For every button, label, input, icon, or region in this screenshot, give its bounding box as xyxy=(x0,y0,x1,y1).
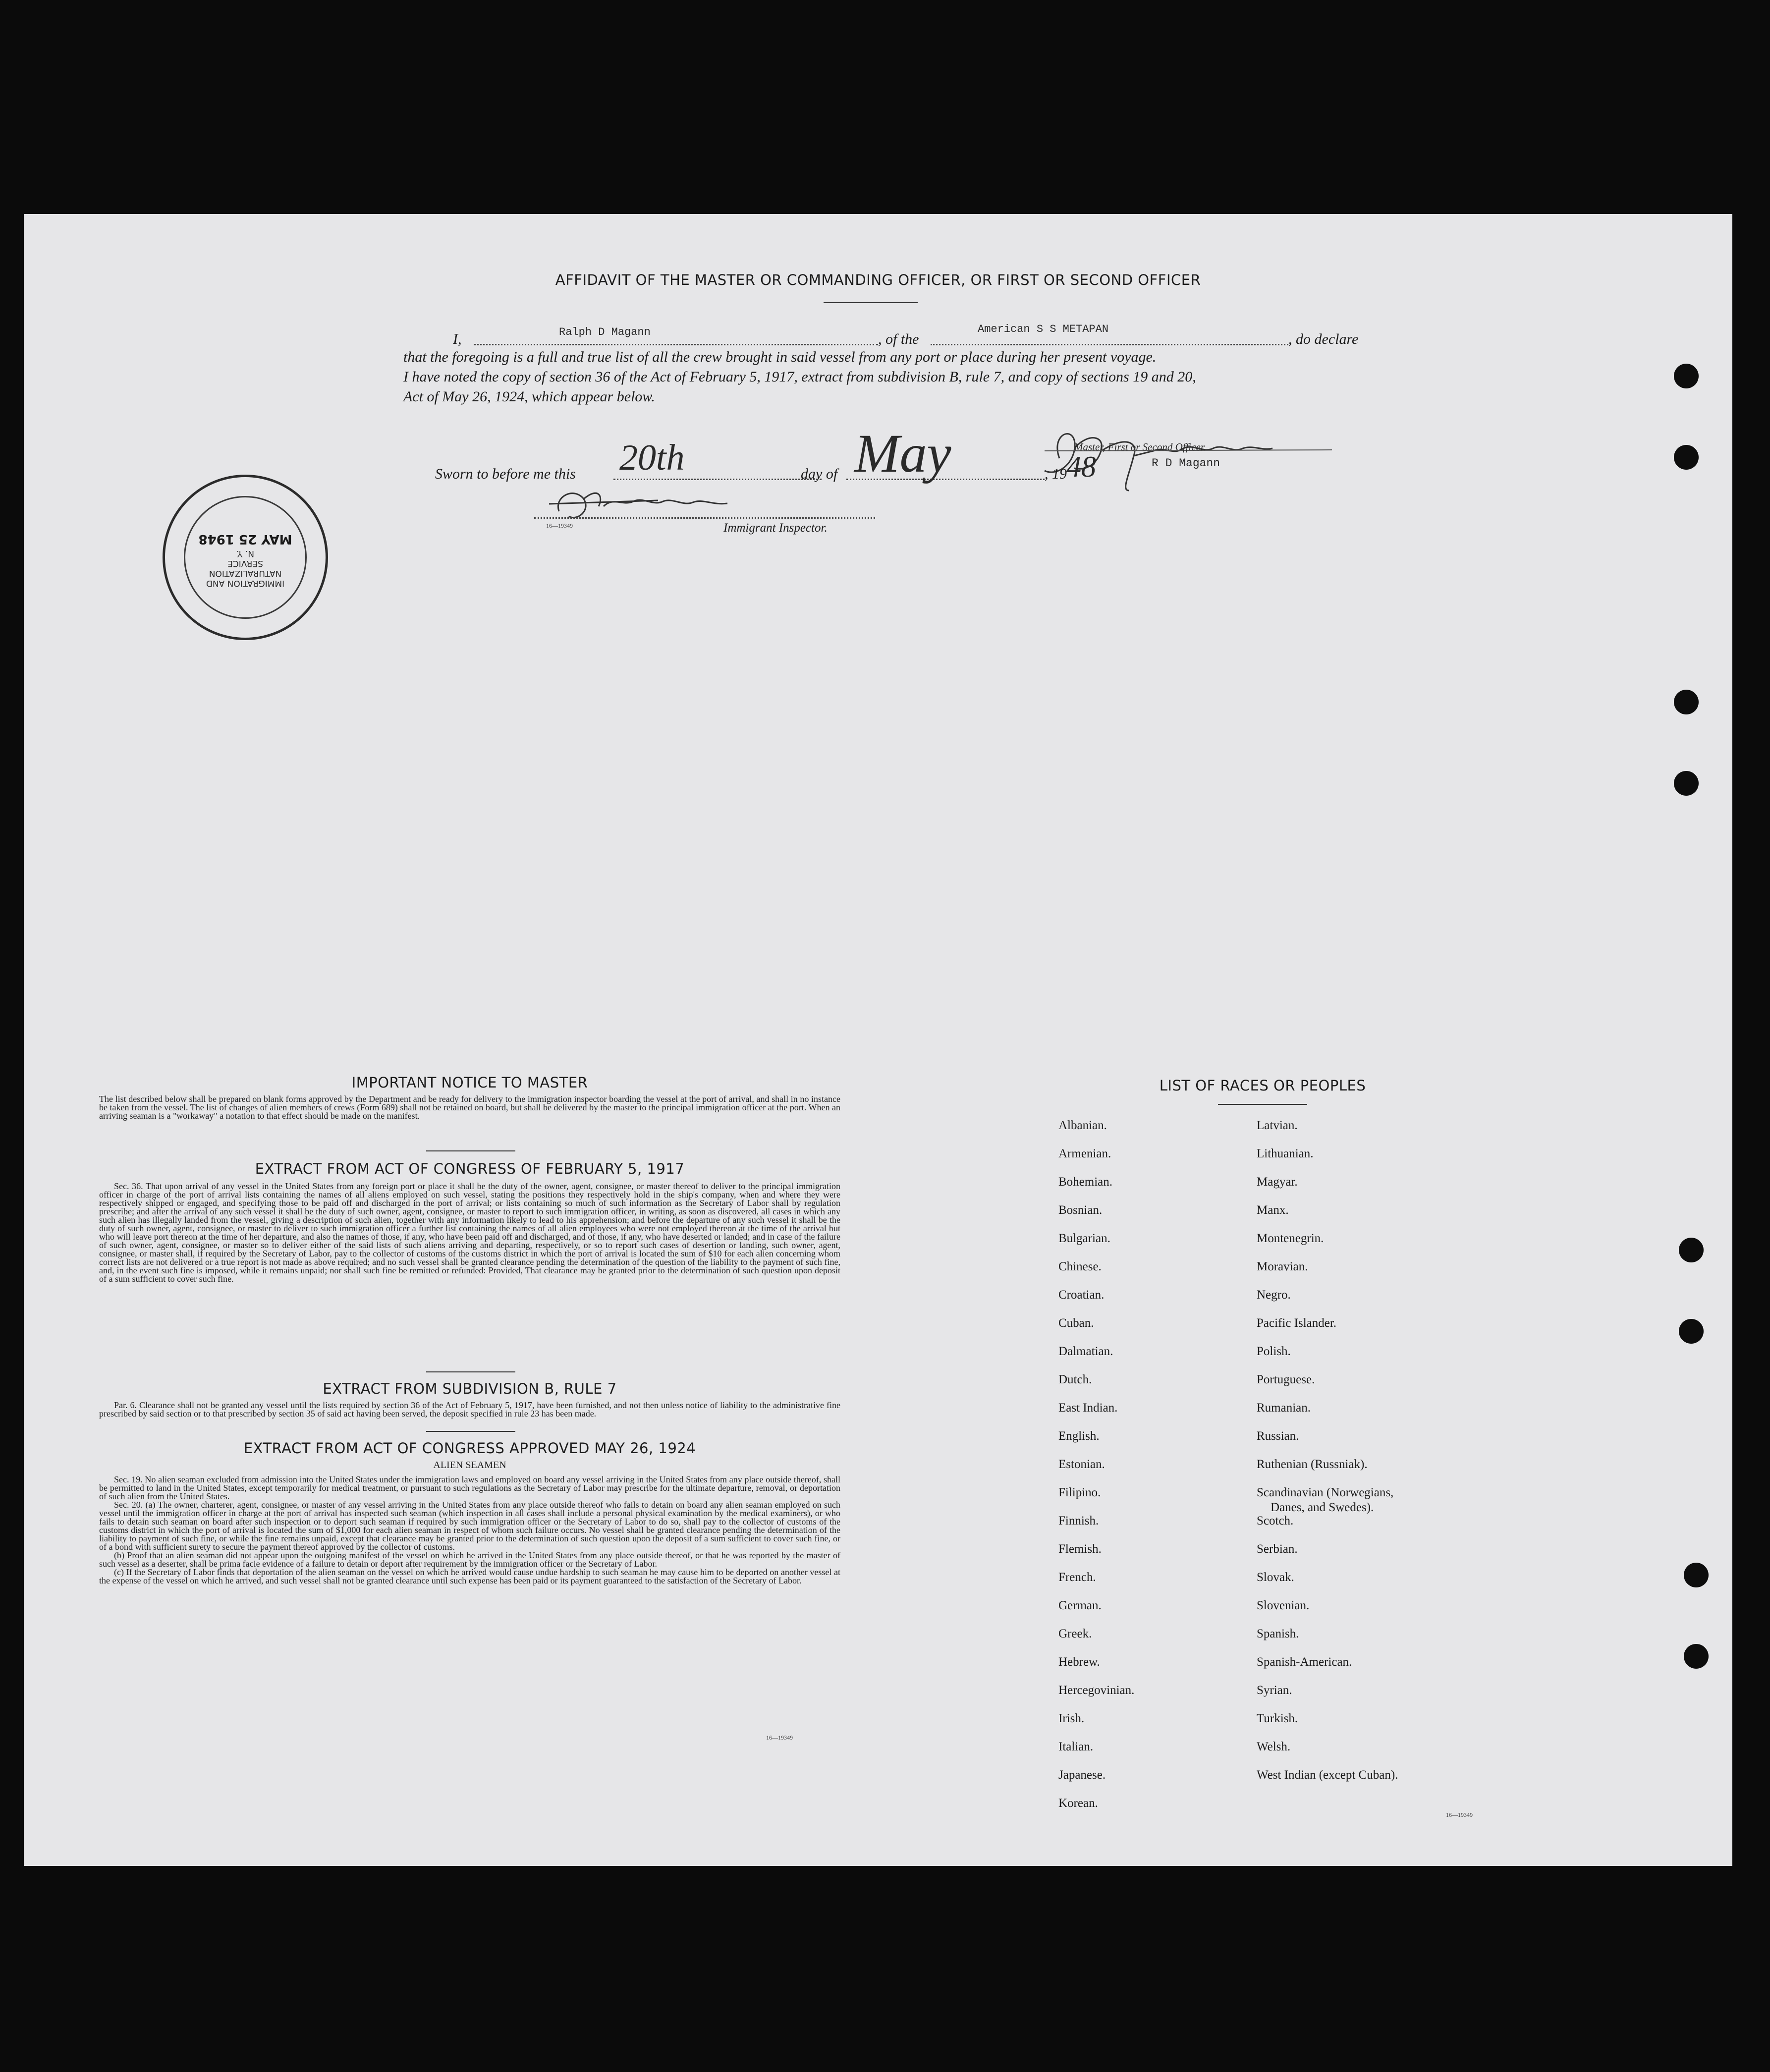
rule7-body: Par. 6. Clearance shall not be granted any vessel until the lists required by section 36 of the Act of February 5, 1917, have been furnished, and not then unless notice of liability to the administrative fine prescribed by said section or to that prescribed by section 35 of said act having been served, the deposit specified in rule 23 has been made. xyxy=(99,1400,840,1418)
race-item: Chinese. xyxy=(1058,1260,1102,1273)
race-item: Dutch. xyxy=(1058,1373,1092,1386)
rule7-title: EXTRACT FROM SUBDIVISION B, RULE 7 xyxy=(323,1380,617,1397)
race-item: Croatian. xyxy=(1058,1288,1105,1302)
race-item: Korean. xyxy=(1058,1797,1098,1810)
race-item: Bohemian. xyxy=(1058,1175,1113,1189)
master-name-typed: R D Magann xyxy=(1152,457,1220,470)
race-item: English. xyxy=(1058,1429,1100,1443)
extract-1917-body: Sec. 36. That upon arrival of any vessel in the United States from any foreign port or place it shall be the duty of the owner, agent, consignee, or master thereof to deliver to the principal immigration officer in charge of the port of arrival lists containing the names of all aliens employed on such vessel, stating the positions they respectively hold in the ship's company, when and where they were respectively shipped or engaged, and specifying those to be paid off and discharged in the port of arrival; or lists containing so much of such information as the Secretary of Labor shall by regulation prescribe; and after the arrival of any such vessel it shall be the duty of such owner, agent, consignee, or master to report to such immigration officer, in writing, as soon as discovered, all cases in which any such alien has illegally landed from the vessel, giving a description of such alien, together with any information likely to lead to his apprehension; and before the departure of any such vessel it shall be the duty of such owner, agent, consignee, or master to deliver to such immigration officer a further list containing the names of all alien employees who were not employed thereon at the time of the arrival but who will leave port thereon at the time of her departure, and also the names of those, if any, who have been paid off and discharged, and of those, if any, who have deserted or landed; and in case of the failure of such owner, agent, consignee, or master so to deliver either of the said lists of such aliens arriving and departing, respectively, or so to report such cases of desertion or landing, such owner, agent, consignee, or master shall, if required by the Secretary of Labor, pay to the collector of customs of the customs district in which the port of arrival is located the sum of $10 for each alien concerning whom correct lists are not delivered or a true report is not made as above required; and no such vessel shall be granted clearance pending the determination of the question of the liability to the payment of such fine, and, in the event such fine is imposed, while it remains unpaid; nor shall such fine be remitted or refunded: Provided, That clearance may be granted prior to the determination of such question upon deposit of a sum sufficient to cover such fine. xyxy=(99,1181,840,1284)
race-item: Bulgarian. xyxy=(1058,1232,1110,1245)
affidavit-form-no: 16—19349 xyxy=(546,522,573,529)
of-the-label: , of the xyxy=(878,331,919,347)
races-rule xyxy=(1218,1104,1307,1105)
race-item: Japanese. xyxy=(1058,1768,1106,1782)
stamp-text: IMMIGRATION AND NATURALIZATION SERVICE N. Y. MAY 25 1948 xyxy=(165,532,326,588)
race-item: Greek. xyxy=(1058,1627,1092,1640)
race-item: East Indian. xyxy=(1058,1401,1118,1415)
name-line xyxy=(474,344,878,345)
vessel-fill: American S S METAPAN xyxy=(978,323,1109,335)
race-item: Spanish-American. xyxy=(1257,1655,1352,1669)
sec-20c: (c) If the Secretary of Labor finds that deportation of the alien seaman on the vessel on which he arrived would cause undue hardship to such seaman he may cause him to be deported on another vessel at the expense of the vessel on which he arrived, and such vessel shall not be granted clearance until such expense has been paid or its payment guaranteed to the satisfaction of the Secretary of Labor. xyxy=(99,1567,840,1585)
extract-form-no: 16—19349 xyxy=(766,1734,793,1741)
race-item: Lithuanian. xyxy=(1257,1147,1314,1160)
race-item: Filipino. xyxy=(1058,1486,1101,1499)
race-item: Hercegovinian. xyxy=(1058,1684,1135,1697)
affidavit-i-label: I, xyxy=(453,331,462,347)
punch-hole xyxy=(1674,690,1699,714)
race-item: Finnish. xyxy=(1058,1514,1099,1527)
race-item: Flemish. xyxy=(1058,1542,1102,1556)
race-item: Welsh. xyxy=(1257,1740,1291,1753)
race-item: Armenian. xyxy=(1058,1147,1111,1160)
race-item: Manx. xyxy=(1257,1203,1289,1217)
notice-title: IMPORTANT NOTICE TO MASTER xyxy=(351,1074,588,1091)
inspector-caption: Immigrant Inspector. xyxy=(723,521,828,535)
punch-hole xyxy=(1679,1319,1704,1344)
sworn-month: May xyxy=(854,423,951,484)
master-name-fill: Ralph D Magann xyxy=(559,326,651,338)
race-item: Scandinavian (Norwegians, xyxy=(1257,1486,1394,1499)
race-item: Dalmatian. xyxy=(1058,1345,1113,1358)
notice-body: The list described below shall be prepared on blank forms approved by the Department and be ready for delivery to the immigration inspector boarding the vessel at the port of arrival, and shall in no instance be taken from the vessel. The list of changes of alien members of crews (Form 689) shall not be retained on board, but shall be delivered by the master to the principal immigration officer at the port. When an arriving seaman is a "workaway" a notation to that effect should be made on the manifest. xyxy=(99,1094,840,1121)
sworn-label: Sworn to before me this xyxy=(435,466,576,482)
race-item: Serbian. xyxy=(1257,1542,1298,1556)
race-item: German. xyxy=(1058,1599,1102,1612)
race-item: Slovak. xyxy=(1257,1571,1294,1584)
punch-hole xyxy=(1684,1644,1709,1669)
affidavit-line-4: Act of May 26, 1924, which appear below. xyxy=(403,388,655,405)
vessel-line xyxy=(931,344,1288,345)
races-form-no: 16—19349 xyxy=(1446,1811,1473,1818)
race-item: French. xyxy=(1058,1571,1096,1584)
sec-20b: (b) Proof that an alien seaman did not appear upon the outgoing manifest of the vessel on which he arrived in the United States from any place outside thereof, or that he was reported by the master of such vessel as a deserter, shall be prima facie evidence of a failure to detain or deport after requirement by the immigration officer or the Secretary of Labor. xyxy=(99,1550,840,1569)
race-item: Portuguese. xyxy=(1257,1373,1315,1386)
race-item: Estonian. xyxy=(1058,1458,1105,1471)
master-caption: Master, First or Second Officer. xyxy=(1074,441,1206,453)
race-item: Spanish. xyxy=(1257,1627,1299,1640)
race-item: Albanian. xyxy=(1058,1119,1107,1132)
race-item: Slovenian. xyxy=(1257,1599,1310,1612)
affidavit-line-2: that the foregoing is a full and true list of all the crew brought in said vessel from any port or place during her present voyage. xyxy=(403,349,1157,365)
race-item: Cuban. xyxy=(1058,1316,1094,1330)
immigration-stamp xyxy=(163,475,328,640)
races-title: LIST OF RACES OR PEOPLES xyxy=(1159,1077,1366,1094)
punch-hole xyxy=(1674,771,1699,796)
year-prefix: , 19 xyxy=(1045,466,1067,482)
race-item: Danes, and Swedes). xyxy=(1271,1501,1374,1514)
race-item: Italian. xyxy=(1058,1740,1094,1753)
section-rule xyxy=(426,1431,515,1432)
sworn-day: 20th xyxy=(619,437,685,478)
race-item: Bosnian. xyxy=(1058,1203,1103,1217)
race-item: Moravian. xyxy=(1257,1260,1308,1273)
race-item: Russian. xyxy=(1257,1429,1299,1443)
race-item: Pacific Islander. xyxy=(1257,1316,1337,1330)
affidavit-title: AFFIDAVIT OF THE MASTER OR COMMANDING OFFICER, OR FIRST OR SECOND OFFICER xyxy=(555,272,1201,288)
year-suffix: 48 xyxy=(1066,450,1096,483)
section-rule xyxy=(426,1150,515,1151)
section-rule xyxy=(426,1371,515,1372)
race-item: Latvian. xyxy=(1257,1119,1298,1132)
race-item: Magyar. xyxy=(1257,1175,1298,1189)
sec-20a: Sec. 20. (a) The owner, charterer, agent, consignee, or master of any vessel arriving in the United States from any place outside thereof who fails to detain on board any alien seaman employed on such vessel until the immigration officer in charge at the port of arrival has inspected such seaman (which inspection in all cases shall include a personal physical examination by the medical examiners), or who fails to detain such seaman on board after such inspection or to deport such seaman if required by such immigration officer or the Secretary of Labor to do so, shall pay to the collector of customs of the customs district in which the port of arrival is located the sum of $1,000 for each alien seaman in respect of whom such failure occurs. No vessel shall be granted clearance pending the determination of the liability to payment of such fine, or while the fine remains unpaid, except that clearance may be granted prior to the determination of such question upon the deposit of a sum sufficient to cover such fine, or of a bond with sufficient surety to secure the payment thereof approved by the collector of customs. xyxy=(99,1500,840,1552)
race-item: Turkish. xyxy=(1257,1712,1298,1725)
do-declare-label: , do declare xyxy=(1288,331,1359,347)
extract-1924-body xyxy=(99,1475,840,1585)
race-item: Syrian. xyxy=(1257,1684,1292,1697)
extract-1917-title: EXTRACT FROM ACT OF CONGRESS OF FEBRUARY 5, 1917 xyxy=(255,1160,685,1177)
race-item: Ruthenian (Russniak). xyxy=(1257,1458,1368,1471)
race-item: Montenegrin. xyxy=(1257,1232,1324,1245)
race-item: Irish. xyxy=(1058,1712,1085,1725)
title-rule xyxy=(824,302,918,303)
punch-hole xyxy=(1674,364,1699,388)
race-item: Rumanian. xyxy=(1257,1401,1311,1415)
race-item: Polish. xyxy=(1257,1345,1291,1358)
race-item: Negro. xyxy=(1257,1288,1291,1302)
punch-hole xyxy=(1684,1563,1709,1587)
sec-19: Sec. 19. No alien seaman excluded from admission into the United States under the immigration laws and employed on board any vessel arriving in the United States from any place outside thereof, shall be permitted to land in the United States, except temporarily for medical treatment, or pursuant to such regulations as the Secretary of Labor may prescribe for the ultimate departure, removal, or deportation of such alien from the United States. xyxy=(99,1474,840,1501)
affidavit-line-3: I have noted the copy of section 36 of the Act of February 5, 1917, extract from subdivision B, rule 7, and copy of sections 19 and 20, xyxy=(403,369,1196,385)
stamp-date: MAY 25 1948 xyxy=(198,532,292,546)
punch-hole xyxy=(1674,445,1699,470)
inspector-line xyxy=(534,517,875,519)
extract-1924-title: EXTRACT FROM ACT OF CONGRESS APPROVED MAY 26, 1924 xyxy=(243,1440,696,1457)
extract-1924-subtitle: ALIEN SEAMEN xyxy=(433,1460,506,1471)
punch-hole xyxy=(1679,1238,1704,1262)
day-of-label: day of xyxy=(801,466,838,482)
race-item: Hebrew. xyxy=(1058,1655,1100,1669)
race-item: Scotch. xyxy=(1257,1514,1294,1527)
document-page xyxy=(24,214,1732,1866)
race-item: West Indian (except Cuban). xyxy=(1257,1768,1398,1782)
